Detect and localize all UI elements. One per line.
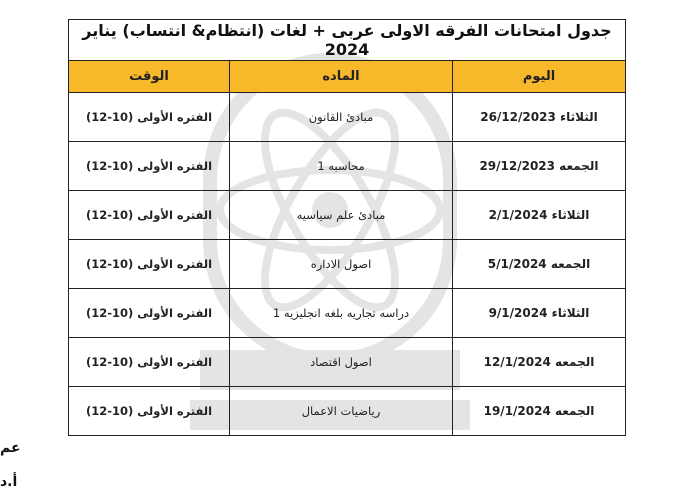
cell-time: الفتره الأولى (10-12)	[69, 93, 230, 142]
header-time: الوقت	[69, 61, 230, 93]
table-row	[69, 93, 626, 142]
cell-subject: رياضيات الاعمال	[230, 387, 453, 436]
header-day: اليوم	[453, 61, 626, 93]
table-row	[69, 289, 626, 338]
cell-day: الجمعه 12/1/2024	[453, 338, 626, 387]
cell-day: الجمعه 19/1/2024	[453, 387, 626, 436]
cell-time: الفتره الأولى (10-12)	[69, 142, 230, 191]
cell-day: الثلاثاء 26/12/2023	[453, 93, 626, 142]
exam-schedule-table	[68, 19, 626, 436]
table-row	[69, 142, 626, 191]
cell-time: الفتره الأولى (10-12)	[69, 387, 230, 436]
table-row	[69, 338, 626, 387]
cell-subject: اصول اقتصاد	[230, 338, 453, 387]
title-row	[69, 20, 626, 61]
table-row	[69, 387, 626, 436]
cell-day: الجمعه 29/12/2023	[453, 142, 626, 191]
cell-subject: دراسه تجاريه بلغه انجليزيه 1	[230, 289, 453, 338]
table-title: جدول امتحانات الفرقه الاولى عربى + لغات (انتظام& انتساب) يناير 2024	[69, 20, 626, 61]
footer-fragment: أ.د	[0, 474, 18, 490]
footer-fragment: عم	[0, 440, 21, 456]
cell-time: الفتره الأولى (10-12)	[69, 240, 230, 289]
cell-subject: اصول الاداره	[230, 240, 453, 289]
header-subject: الماده	[230, 61, 453, 93]
cell-subject: مبادئ علم سياسيه	[230, 191, 453, 240]
table-row	[69, 191, 626, 240]
cell-time: الفتره الأولى (10-12)	[69, 338, 230, 387]
cell-day: الثلاثاء 9/1/2024	[453, 289, 626, 338]
cell-time: الفتره الأولى (10-12)	[69, 191, 230, 240]
cell-day: الجمعه 5/1/2024	[453, 240, 626, 289]
cell-time: الفتره الأولى (10-12)	[69, 289, 230, 338]
cell-subject: محاسبه 1	[230, 142, 453, 191]
cell-subject: مبادئ القانون	[230, 93, 453, 142]
cell-day: الثلاثاء 2/1/2024	[453, 191, 626, 240]
header-row	[69, 61, 626, 93]
table-row	[69, 240, 626, 289]
